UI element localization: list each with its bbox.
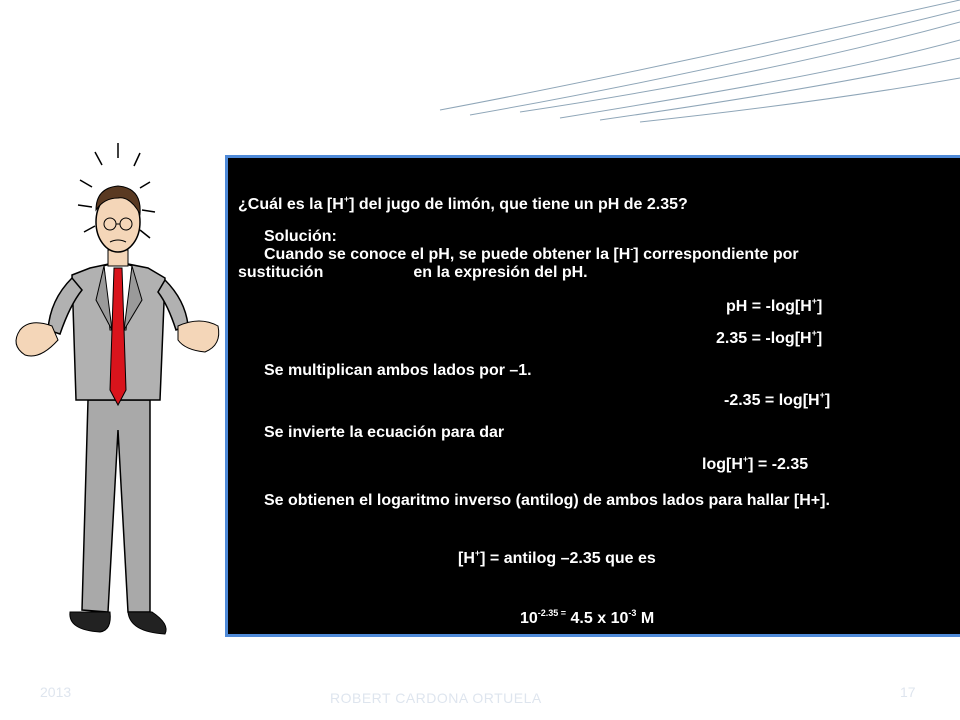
equation-1: pH = -log[H+] <box>726 295 823 315</box>
solution-label: Solución: <box>264 228 337 245</box>
footer-author: ROBERT CARDONA ORTUELA <box>330 690 542 706</box>
step-1-text: Se multiplican ambos lados por –1. <box>264 362 532 379</box>
step-2-text: Se invierte la ecuación para dar <box>264 424 505 441</box>
step-3-text: Se obtienen el logaritmo inverso (antilog) de ambos lados para hallar [H+]. <box>264 492 830 509</box>
explanation-line-2: sustitución en la expresión del pH. <box>238 264 588 281</box>
question-text: ¿Cuál es la [H+] del jugo de limón, que tiene un pH de 2.35? <box>238 193 688 213</box>
equation-3: -2.35 = log[H+] <box>724 389 831 409</box>
explanation-line-1: Cuando se conoce el pH, se puede obtener la [H-] correspondiente por <box>264 243 799 263</box>
equation-2: 2.35 = -log[H+] <box>716 327 823 347</box>
equation-5: [H+] = antilog –2.35 que es <box>458 547 656 567</box>
final-result: $10^{-2.35 =}$ 4.5 x $10^{-3}$ M <box>520 607 655 627</box>
content-panel <box>225 155 960 637</box>
equation-4: log[H+] = -2.35 <box>702 453 809 473</box>
footer-year: 2013 <box>40 684 72 700</box>
footer-page-number: 17 <box>900 684 916 700</box>
